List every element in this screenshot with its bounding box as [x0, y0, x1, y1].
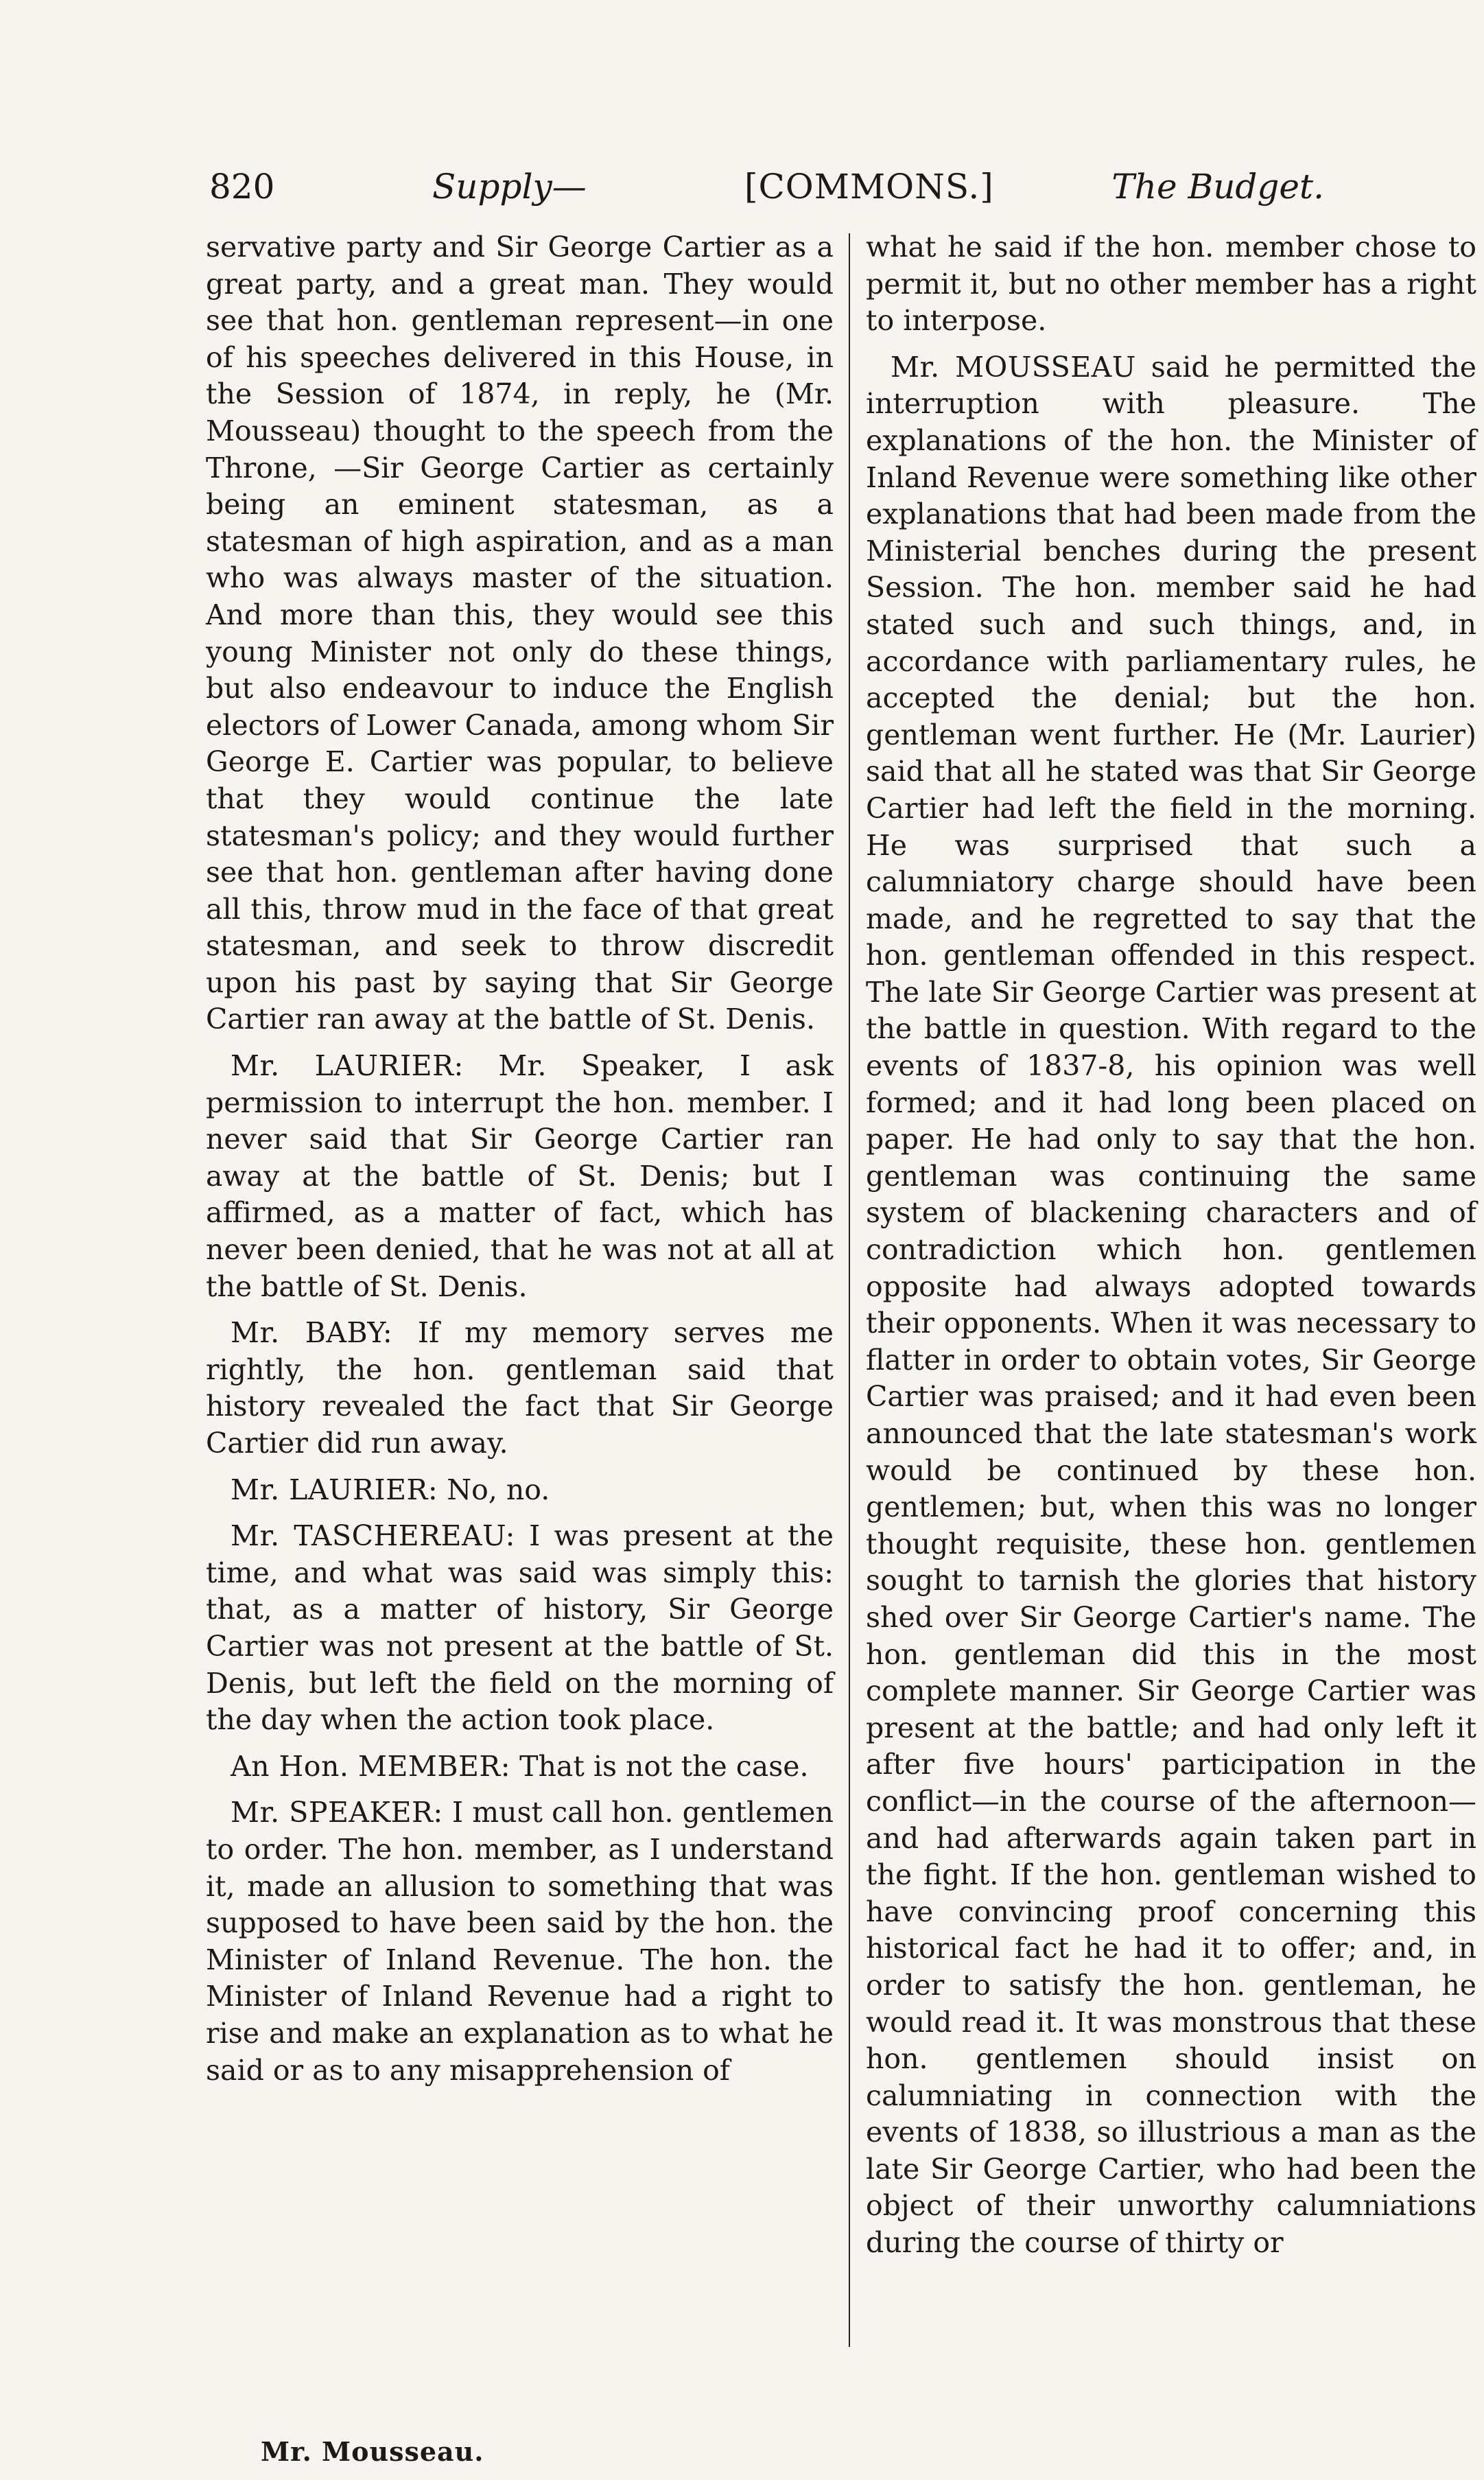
header-center-title: [COMMONS.]: [744, 167, 994, 207]
paragraph-text: I must call hon. gentlemen to order. The hon. member, as I understand it, made an allusion to something that was supposed to have been said by the hon. the Minister of Inland Revenue. The hon. the Minister of Inland Revenue had a right to rise and make an explanation as to what he said or as to any misapprehension of: [206, 1796, 834, 2087]
page-footer: Mr. Mousseau.: [261, 2436, 484, 2467]
right-column: [866, 229, 1476, 2271]
header-right-title: The Budget.: [1111, 167, 1324, 207]
column-divider: [849, 233, 850, 2347]
speaker-label: Mr. SPEAKER:: [231, 1796, 443, 1829]
paragraph-text: That is not the case.: [519, 1749, 809, 1783]
paragraph: [206, 1794, 834, 2089]
running-header: [209, 159, 1324, 221]
page-number: 820: [209, 167, 275, 207]
paragraph: [866, 349, 1476, 2262]
paragraph-text: If my memory serves me rightly, the hon. gentleman said that history revealed the fact that Sir George Cartier did run away.: [206, 1316, 834, 1460]
speaker-label: An Hon. MEMBER:: [231, 1749, 511, 1783]
paragraph-text: No, no.: [447, 1473, 550, 1506]
paragraph: [206, 1048, 834, 1305]
paragraph-text: I was present at the time, and what was said was simply this: that, as a matter of history, Sir George Cartier was not present at the battle of St. Denis, but left the field on the morning of the day when the action took place.: [206, 1519, 834, 1737]
paragraph: [206, 1748, 834, 1786]
speaker-label: Mr. LAURIER:: [231, 1473, 438, 1506]
speaker-label: Mr. BABY:: [231, 1316, 393, 1350]
speaker-label: Mr. MOUSSEAU: [891, 350, 1136, 384]
paragraph: [206, 229, 834, 1038]
paragraph: [206, 1518, 834, 1739]
left-column: [206, 229, 834, 2098]
paragraph-text: Mr. Speaker, I ask permission to interrupt the hon. member. I never said that Sir George Cartier ran away at the battle of St. Denis; but I affirmed, as a matter of fact, which has never been denied, that he was not at all at the battle of St. Denis.: [206, 1049, 834, 1303]
speaker-label: Mr. LAURIER:: [231, 1049, 464, 1083]
speaker-label: Mr. TASCHEREAU:: [231, 1519, 515, 1553]
paragraph: [206, 1315, 834, 1462]
paragraph-text: servative party and Sir George Cartier as a great party, and a great man. They would see that hon. gentleman represent—in one of his speeches delivered in this House, in the Session of 1874, in reply, he (Mr. Mousseau) thought to the speech from the Throne, —Sir George Cartier as certainly being an eminent statesman, as a statesman of high aspiration, and as a man who was always master of the situation. And more than this, they would see this young Minister not only do these things, but also endeavour to induce the English electors of Lower Canada, among whom Sir George E. Cartier was popular, to believe that they would continue the late statesman's policy; and they would further see that hon. gentleman after having done all this, throw mud in the face of that great statesman, and seek to throw discredit upon his past by saying that Sir George Cartier ran away at the battle of St. Denis.: [206, 231, 834, 1036]
paragraph-text: said he permitted the interruption with pleasure. The explanations of the hon. the Minister of Inland Revenue were something like other explanations that had been made from the Ministerial benches during the present Session. The hon. member said he had stated such and such things, and, in accordance with parliamentary rules, he accepted the denial; but the hon. gentleman went further. He (Mr. Laurier) said that all he stated was that Sir George Cartier had left the field in the morning. He was surprised that such a calumniatory charge should have been made, and he regretted to say that the hon. gentleman offended in this respect. The late Sir George Cartier was present at the battle in question. With regard to the events of 1837-8, his opinion was well formed; and it had long been placed on paper. He had only to say that the hon. gentleman was continuing the same system of blackening characters and of contradiction which hon. gentlemen opposite had always adopted towards their opponents. When it was necessary to flatter in order to obtain votes, Sir George Cartier was praised; and it had even been announced that the late statesman's work would be continued by these hon. gentlemen; but, when this was no longer thought requisite, these hon. gentlemen sought to tarnish the glories that history shed over Sir George Cartier's name. The hon. gentleman did this in the most complete manner. Sir George Cartier was present at the battle; and had only left it after five hours' participation in the conflict—in the course of the afternoon—and had afterwards again taken part in the fight. If the hon. gentleman wished to have convincing proof concerning this historical fact he had it to offer; and, in order to satisfy the hon. gentleman, he would read it. It was monstrous that these hon. gentlemen should insist on calumniating in connection with the events of 1838, so illustrious a man as the late Sir George Cartier, who had been the object of their unworthy calumniations during the course of thirty or: [866, 350, 1476, 2260]
paragraph-text: what he said if the hon. member chose to permit it, but no other member has a right to interpose.: [866, 231, 1476, 338]
paragraph: [866, 229, 1476, 340]
paragraph: [206, 1472, 834, 1509]
header-left-title: Supply—: [432, 167, 587, 207]
